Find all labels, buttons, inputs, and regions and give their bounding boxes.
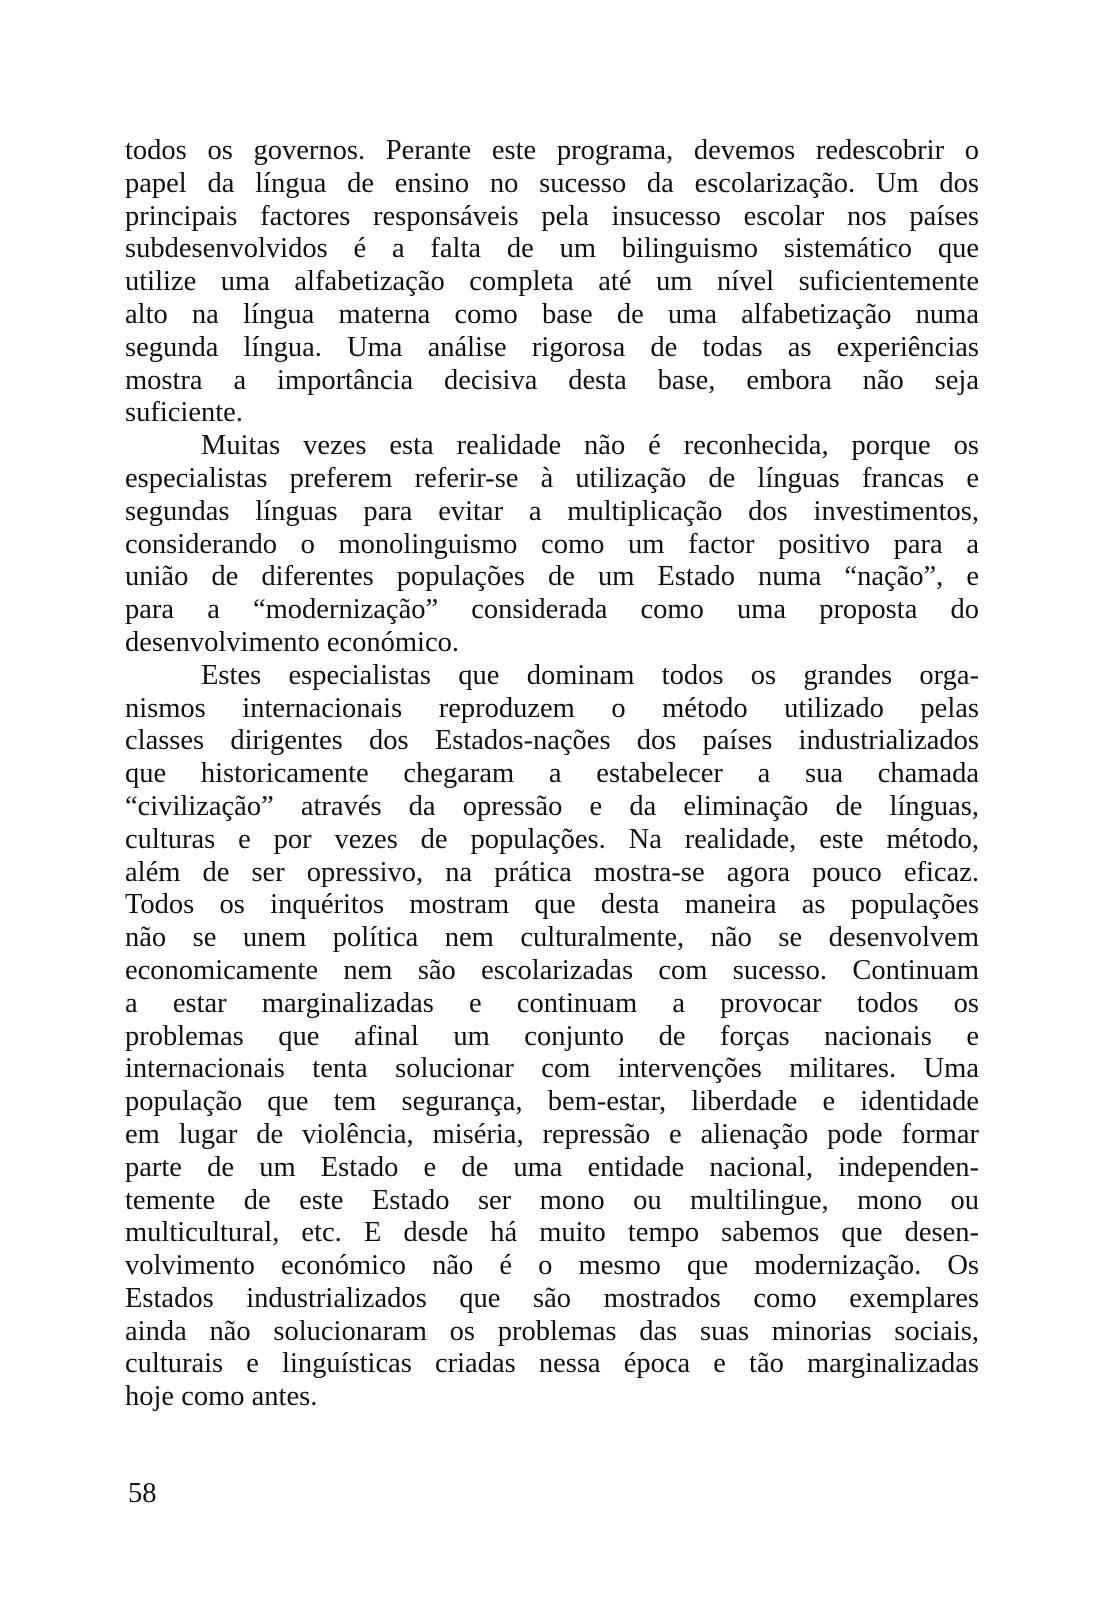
text-line: subdesenvolvidos é a falta de um bilinguismo sistemático que [125,233,979,265]
text-line: alto na língua materna como base de uma alfabetização numa [125,298,979,330]
text-line: população que tem segurança, bem-estar, liberdade e identidade [125,1086,979,1118]
text-line: Estes especialistas que dominam todos os grandes orga- [201,659,979,691]
text-line: mostra a importância decisiva desta base, embora não seja [125,364,979,396]
text-line: utilize uma alfabetização completa até um nível suficientemente [125,266,979,298]
text-line: internacionais tenta solucionar com intervenções militares. Uma [125,1053,979,1085]
text-line: segundas línguas para evitar a multiplicação dos investimentos, [125,495,979,527]
text-line: problemas que afinal um conjunto de forças nacionais e [125,1020,979,1052]
text-line: temente de este Estado ser mono ou multilingue, mono ou [125,1184,979,1216]
text-line: além de ser opressivo, na prática mostra-se agora pouco eficaz. [125,856,979,888]
text-line: não se unem política nem culturalmente, não se desenvolvem [125,922,979,954]
text-line: segunda língua. Uma análise rigorosa de todas as experiências [125,331,979,363]
text-line: economicamente nem são escolarizadas com sucesso. Continuam [125,954,979,986]
paragraph [125,135,979,430]
paragraph [125,430,979,660]
text-line: principais factores responsáveis pela insucesso escolar nos países [125,200,979,232]
text-line: Muitas vezes esta realidade não é reconhecida, porque os [201,430,979,462]
text-line: nismos internacionais reproduzem o método utilizado pelas [125,692,979,724]
text-line: desenvolvimento económico. [125,626,459,658]
text-line: “civilização” através da opressão e da eliminação de línguas, [125,790,979,822]
text-line: culturas e por vezes de populações. Na realidade, este método, [125,823,979,855]
text-line: especialistas preferem referir-se à utilização de línguas francas e [125,462,979,494]
text-line: que historicamente chegaram a estabelecer a sua chamada [125,758,979,790]
text-line: hoje como antes. [125,1381,318,1413]
text-line: união de diferentes populações de um Estado numa “nação”, e [125,561,979,593]
text-line: parte de um Estado e de uma entidade nacional, independen- [125,1151,979,1183]
text-line: Estados industrializados que são mostrados como exemplares [125,1282,979,1314]
text-line: para a “modernização” considerada como uma proposta do [125,594,979,626]
text-line: ainda não solucionaram os problemas das suas minorias sociais, [125,1315,979,1347]
text-line: em lugar de violência, miséria, repressão e alienação pode formar [125,1118,979,1150]
text-line: papel da língua de ensino no sucesso da escolarização. Um dos [125,167,979,199]
body-text [125,135,979,1414]
text-line: volvimento económico não é o mesmo que modernização. Os [125,1250,979,1282]
text-line: classes dirigentes dos Estados-nações dos países industrializados [125,725,979,757]
text-line: culturais e linguísticas criadas nessa época e tão marginalizadas [125,1348,979,1380]
text-line: considerando o monolinguismo como um factor positivo para a [125,528,979,560]
text-line: suficiente. [125,397,243,429]
text-line: a estar marginalizadas e continuam a provocar todos os [125,987,979,1019]
text-line: Todos os inquéritos mostram que desta maneira as populações [125,889,979,921]
text-line: todos os governos. Perante este programa, devemos redescobrir o [125,135,979,166]
text-line: multicultural, etc. E desde há muito tempo sabemos que desen- [125,1217,979,1249]
paragraph [125,660,979,1414]
page-number: 58 [128,1478,157,1509]
